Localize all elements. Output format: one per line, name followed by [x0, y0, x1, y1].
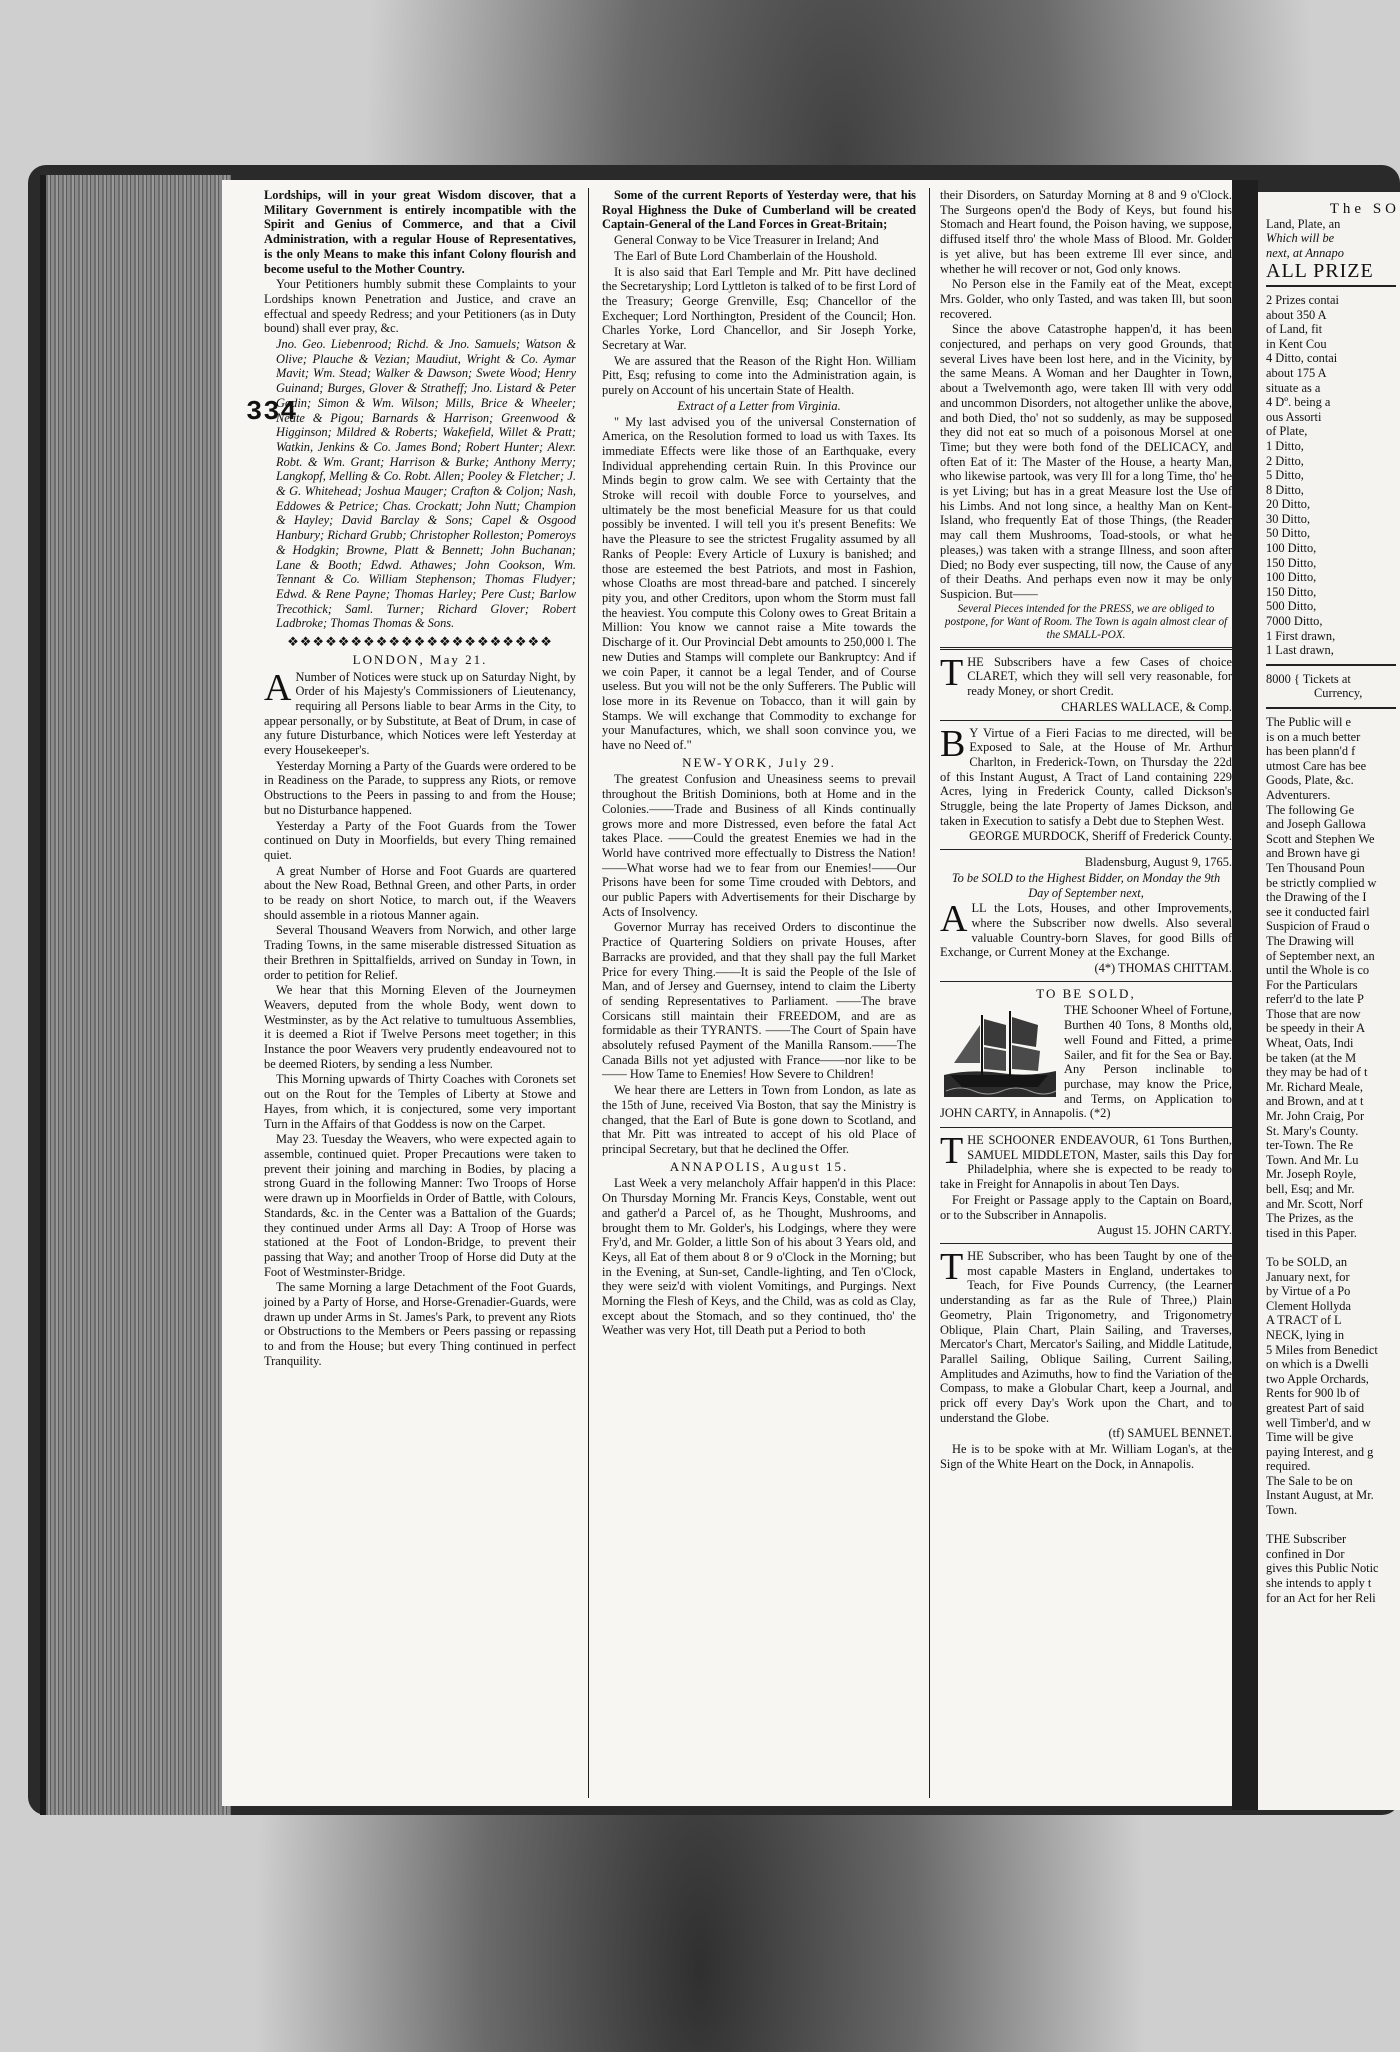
london-paragraph: We hear that this Morning Eleven of the Journeymen Weavers, deputed from the whole Body, went down to Westminster, as by the Act relative to tumultuous Assemblies, it is deemed a Riot if Twelve Persons meet together; in this Instance the poor Weavers very prudently endeavoured not to be deemed Rioters, by sending a less Number. [264, 983, 576, 1071]
lottery-text-line: Town. And Mr. Lu [1266, 1152, 1359, 1167]
lottery-body [1266, 715, 1400, 1605]
lottery-text-line: gives this Public Notic [1266, 1561, 1379, 1576]
page-number: 334 [246, 398, 298, 428]
column-3 [940, 188, 1232, 1473]
report-paragraph: We are assured that the Reason of the Right Hon. William Pitt, Esq; refusing to come into the Administration again, is purely on Account of his uncertain State of Health. [602, 353, 916, 398]
ship-woodcut-icon [940, 1005, 1058, 1097]
prize-row: 1 Ditto, [1266, 438, 1304, 453]
lottery-text-line: Adventurers. [1266, 787, 1331, 802]
tickets-line: 8000 { Tickets at [1266, 671, 1351, 686]
report-paragraph: Some of the current Reports of Yesterday were, that his Royal Highness the Duke of Cumberland will be created Captain-General of the Land Forces in Great-Britain; [602, 188, 916, 232]
new-york-paragraph: The greatest Confusion and Uneasiness seems to prevail throughout the British Dominions, both at Home and in the Colonies.——Trade and Business of all Kinds continually grows more and more Distressed, even before the fatal Act takes Place. ——Could the greatest Enemies we had in the World have contrived more effectually to Distress the Nation!——What worse had we to fear from our Enemies!——Our Prisons have been for some Time crouded with Debtors, and our public Papers with Advertisements for their Discharge by Acts of Insolvency. [602, 772, 916, 919]
prize-row: 500 Ditto, [1266, 599, 1317, 614]
lottery-text-line: Mr. John Craig, Por [1266, 1109, 1365, 1124]
lottery-text-line: Ten Thousand Poun [1266, 860, 1365, 875]
prize-row: 150 Ditto, [1266, 584, 1317, 599]
chittam-signature: (4*) THOMAS CHITTAM. [1094, 961, 1232, 976]
column-2 [602, 188, 916, 1339]
navigation-teacher-ad: HE Subscriber, who has been Taught by one of the most capable Masters in England, undertakes to Teach, for Five Pounds Currency, (the Learner understanding as far as the Rule of Three,) Plain Geometry, Plain Trigonometry, and Trigonometry Oblique, Plain Chart, Plain Sailing, and Traverses, Mercator's Chart, Mercator's Sailing, and Middle Latitude, Parallel Sailing, Oblique Sailing, Current Sailing, Amplitudes and Azimuths, how to find the Variation of the Compass, to make a Globular Chart, keep a Journal, and prick off every Day's Work upon the Chart, and to understand the Globe. [940, 1249, 1232, 1425]
ad-divider [940, 647, 1232, 650]
lottery-text-line: Scott and Stephen We [1266, 831, 1375, 846]
column-rule [929, 188, 930, 1798]
report-paragraph: It is also said that Earl Temple and Mr. Pitt have declined the Secretaryship; Lord Lyttleton is talked of to be first Lord of the Treasury; George Grenville, Esq; Chancellor of the Exchequer; Lord Northington, President of the Council; Hon. Charles Yorke, Lord Chancellor, and Sir Joseph Yorke, Secretary at War. [602, 264, 916, 353]
prize-row: 5 Ditto, [1266, 468, 1304, 483]
lottery-text-line: see it conducted fairl [1266, 904, 1370, 919]
lottery-text-line: The Prizes, as the [1266, 1211, 1354, 1226]
divider [1266, 707, 1396, 709]
lottery-text-line: A TRACT of L [1266, 1313, 1342, 1328]
report-paragraph: General Conway to be Vice Treasurer in Ireland; And [614, 233, 879, 248]
column-1 [264, 188, 576, 1370]
london-paragraph: A great Number of Horse and Foot Guards are quartered about the New Road, Bethnal Green, and other Parts, in order to be ready on short Notice, to march out, if the Weavers should assemble in a riotous Manner again. [264, 863, 576, 922]
london-paragraph: Yesterday Morning a Party of the Guards were ordered to be in Readiness on the Parade, to suppress any Riots, or remove Obstructions to the Peers in passing to and from the House; but no Disturbance happened. [264, 758, 576, 817]
prize-row: 30 Ditto, [1266, 511, 1311, 526]
prize-row: 100 Ditto, [1266, 541, 1317, 556]
london-paragraph: Number of Notices were stuck up on Saturday Night, by Order of his Majesty's Commissioners of Lieutenancy, requiring all Persons liable to bear Arms in the City, to appear personally, or by Substitute, at Beat of Drum, in case of any future Disturbance, which Notices were left Yesterday at every Housekeeper's. [264, 669, 576, 758]
prize-row: about 350 A [1266, 307, 1327, 322]
lottery-text-line: For the Particulars [1266, 977, 1358, 992]
lottery-text-line: January next, for [1266, 1269, 1350, 1284]
bladensburg-ad: LL the Lots, Houses, and other Improvements, where the Subscriber now dwells. Also several valuable Country-born Slaves, for good Bills of Exchange, or Current Money at the Exchange. [940, 901, 1232, 960]
lottery-text-line: To be SOLD, an [1266, 1254, 1348, 1269]
new-york-paragraph: Governor Murray has received Orders to discontinue the Practice of Quartering Soldiers on private Houses, after Barracks are provided, and that they shall pay the full Market Price for every Thing.——It is said the People of the Isle of Man, and of Jersey and Guernsey, intend to claim the Liberty of sending Representatives to Parliament. ——The brave Corsicans still maintain their FREEDOM, and are as formidable as their TYRANTS. ——The Court of Spain have absolutely refused Payment of the Manilla Ransom.——The Canada Bills not yet adjusted with France——nor like to be—— How Tame to Enemies! How Severe to Children! [602, 920, 916, 1082]
prize-row: of Plate, [1266, 424, 1308, 439]
lottery-text-line: the Drawing of the I [1266, 890, 1367, 905]
lottery-text-line: she intends to apply t [1266, 1576, 1372, 1591]
lottery-line: next, at Annapo [1266, 245, 1344, 260]
fieri-facias-ad: Y Virtue of a Fieri Facias to me directed, will be Exposed to Sale, at the House of Mr. Arthur Charlton, in Frederick-Town, on Thursday the 22d of this Instant August, A Tract of Land containing 229 Acres, lying in Frederick County, called Dickson's Struggle, being the late Property of James Dickson, and taken in Execution to satisfy a Debt due to Stephen West. [940, 725, 1232, 828]
new-york-paragraph: We hear there are Letters in Town from London, as late as the 15th of June, received Via Boston, that say the Ministry is changed, that the Earl of Bute is gone down to Scotland, and that Mr. Pitt was intreated to accept of his old Place of principal Secretary, but that he declined the Offer. [602, 1083, 916, 1156]
lottery-text-line: and Brown, and at t [1266, 1094, 1364, 1109]
lottery-text-line: ter-Town. The Re [1266, 1138, 1354, 1153]
lottery-text-line: be taken (at the M [1266, 1050, 1357, 1065]
ad-mark: (*2) [1089, 1106, 1111, 1121]
ad-divider [940, 720, 1232, 721]
lottery-line: Land, Plate, an [1266, 216, 1341, 231]
annapolis-paragraph: No Person else in the Family eat of the Meat, except Mrs. Golder, who only Tasted, and was taken Ill, but soon recovered. [940, 277, 1232, 321]
prize-row: about 175 A [1266, 365, 1327, 380]
teacher-location: He is to be spoke with at Mr. William Logan's, at the Sign of the White Heart on the Dock, in Annapolis. [940, 1442, 1232, 1471]
prize-row: 2 Ditto, [1266, 453, 1304, 468]
lottery-text-line: required. [1266, 1459, 1311, 1474]
lottery-text-line: referr'd to the late P [1266, 992, 1364, 1007]
lottery-text-line: The Drawing will [1266, 933, 1355, 948]
prize-row: 150 Ditto, [1266, 555, 1317, 570]
prize-row: 50 Ditto, [1266, 526, 1311, 541]
prize-row: 2 Prizes contai [1266, 292, 1339, 307]
lottery-text-line [1266, 1518, 1400, 1533]
lottery-text-line: be strictly complied w [1266, 875, 1377, 890]
lottery-text-line: Goods, Plate, &c. [1266, 773, 1354, 788]
drop-cap: T [940, 1246, 964, 1288]
bladensburg-date: Bladensburg, August 9, 1765. [1084, 855, 1232, 870]
lottery-text-line: has been plann'd f [1266, 744, 1356, 759]
lottery-text-line: tised in this Paper. [1266, 1225, 1357, 1240]
signatories: Jno. Geo. Liebenrood; Richd. & Jno. Samuels; Watson & Olive; Plauche & Vezian; Maudiut, Wright & Co. Aymar Mavit; Wm. Stead; Walker & Dawson; Swete Wood; Henry Guinand; Burges, Glover & Stratheff; Jno. Listard & Peter Godin; Simon & Wm. Wilson; Mills, Brice & Wheeler; Neate & Pigou; Barnards & Harrison; Greenwood & Higginson; Mildred & Roberts; Wakefield, Willet & Pratt; Watkin, Jenkins & Co. James Bond; Robert Hunter; Alexr. Robt. & Wm. Grant; Harrison & Burke; Anthony Merry; Langkopf, Melling & Co. Robt. Allen; Pooley & Fletcher; J. & G. Whitehead; Joshua Mauger; Crafton & Coljon; Nash, Eddowes & Petrice; Chas. Crockatt; John Nutt; Champion & Hayley; David Barclay & Sons; Capel & Osgood Hanbury; Richard Grubb; Christopher Rolleston; Pomeroys & Hodgkin; Browne, Platt & Bennett; John Buchanan; Lane & Booth; Edwd. Athawes; John Cookson, Wm. Tennant & Co. William Stephenson; Thomas Fludyer; Edwd. & Rene Payne; Thomas Harley; Pere Cust; Barlow Trecothick; Saml. Turner; Richard Glover; Robert Ladbroke; Thomas Thomas & Sons. [276, 337, 576, 631]
lottery-text-line [1266, 1240, 1400, 1255]
lottery-text-line: NECK, lying in [1266, 1327, 1345, 1342]
lottery-text-line: Clement Hollyda [1266, 1298, 1351, 1313]
prize-row: 7000 Ditto, [1266, 614, 1323, 629]
lottery-text-line: confined in Dor [1266, 1546, 1345, 1561]
lottery-text-line: of September next, an [1266, 948, 1375, 963]
prize-row: 20 Ditto, [1266, 497, 1311, 512]
lottery-text-line: well Timber'd, and w [1266, 1415, 1371, 1430]
report-paragraph: The Earl of Bute Lord Chamberlain of the Houshold. [614, 248, 878, 263]
lottery-text-line: The following Ge [1266, 802, 1355, 817]
currency-line: Currency, [1314, 686, 1363, 701]
lottery-text-line: on which is a Dwelli [1266, 1357, 1369, 1372]
new-york-heading: NEW-YORK, July 29. [682, 754, 836, 770]
lottery-text-line: Mr. Richard Meale, [1266, 1079, 1364, 1094]
divider [1266, 664, 1396, 666]
lottery-line: Which will be [1266, 231, 1335, 246]
lottery-text-line: paying Interest, and g [1266, 1444, 1374, 1459]
annapolis-heading: ANNAPOLIS, August 15. [669, 1158, 849, 1174]
lottery-text-line: Town. [1266, 1503, 1298, 1518]
prize-row: 4 Dº. being a [1266, 395, 1331, 410]
london-paragraph: The same Morning a large Detachment of the Foot Guards, joined by a Party of Horse, and Horse-Grenadier-Guards, were drawn up under Arms in St. James's Park, to prevent any Riots or Obstructions to the Members or Peers passing or repassing to and from the House; but every Thing continued in perfect Tranquility. [264, 1280, 576, 1368]
drop-cap: B [940, 722, 966, 765]
endeavour-ad: HE SCHOONER ENDEAVOUR, 61 Tons Burthen, SAMUEL MIDDLETON, Master, sails this Day for Philadelphia, where she is expected to be ready to take in Freight for Annapolis in about Ten Days. [940, 1133, 1232, 1192]
prize-row: in Kent Cou [1266, 336, 1327, 351]
bladensburg-subhead: To be SOLD to the Highest Bidder, on Monday the 9th Day of September next, [951, 870, 1221, 900]
endeavour-freight: For Freight or Passage apply to the Captain on Board, or to the Subscriber in Annapolis. [940, 1192, 1232, 1222]
prize-row: 1 First drawn, [1266, 628, 1336, 643]
lottery-column [1266, 202, 1400, 1605]
column-rule [588, 188, 589, 1798]
drop-cap: A [940, 898, 968, 941]
london-paragraph: May 23. Tuesday the Weavers, who were expected again to assemble, continued quiet. Proper Precautions were taken to prevent their joining and marching in Bodies, by placing a strong Guard in the following Manner: Two Troops of Horse were drawn up in Moorfields in Order of Battle, with Colours, Standards, &c. in the Center was a Battalion of the Guards; they continued under Arms all Day: A Troop of Horse was stationed at the Foot of London-Bridge, to prevent their passing that Way; and another Troop of Horse did Duty at the Foot of Westminster-Bridge. [264, 1132, 576, 1279]
lottery-text-line: is on a much better [1266, 729, 1361, 744]
prize-row: 8 Ditto, [1266, 482, 1304, 497]
lottery-text-line: for an Act for her Reli [1266, 1590, 1376, 1605]
petition-end: Lordships, will in your great Wisdom discover, that a Military Government is entirely incompatible with the Spirit and Genius of Commerce, and that a Civil Administration, with a regular House of Representatives, is the only Means to make this infant Colony flourish and become useful to the Mother Country. [264, 188, 576, 276]
prizes-heading: ALL PRIZE [1266, 260, 1374, 283]
annapolis-paragraph: Last Week a very melancholy Affair happen'd in this Place: On Thursday Morning Mr. Francis Keys, Constable, went out and gather'd a Parcel of, as he Thought, Mushrooms, and brought them to Mr. Golder's, his Lodgings, where they were Fry'd, and Mr. Golder, a little Son of his about 3 Years old, and Keys, all Eat of them about 8 or 9 o'Clock in the Morning; but in the Evening, at Sun-set, Candle-lighting, and Ten o'Clock, they were seiz'd with violent Vomitings, and Purgings. Next Morning the Flesh of Keys, and the Child, was as cold as Clay, except about the Stomach, and so they continued, tho' the Weather was very Hot, till Death put a Period to both [602, 1176, 916, 1338]
lottery-text-line: Rents for 900 lb of [1266, 1386, 1360, 1401]
lottery-text-line: St. Mary's County. [1266, 1123, 1359, 1138]
virginia-letter: " My last advised you of the universal Consternation of America, on the Resolution formed to load us with Taxes. Its immediate Effects were like those of an Earthquake, every Individual apprehending certain Ruin. In this Province our Minds begin to grow calm. We see with Certainty that the Stroke will recoil with double Force to yourselves, and ultimately be the most beneficial Measure for us that could possibly be invented. I will tell you it's present Benefits: We have the Pleasure to see the strictest Frugality assumed by all Ranks of People: Every Article of Luxury is banished; and those are esteemed the best Patriots, and most in Fashion, whose Cloaths are most thread-bare and patched. I sincerely pity you, and other Creditors, upon whom the Storm must fall the heaviest. You compute this Colony owes to Great Britain a Million: You know we cannot raise a Mite towards the Discharge of it. Our Provincial Debt amounts to 250,000 l. The new Duties and Stamps will complete our Bankruptcy: And if we coin Paper, it cannot be a legal Tender, and of Course useless. But you will not be the only Sufferers. The Public will lose more in its Revenue on Tobacco, than it will gain by Stamps. We will exchange that Commodity to exchange for your Manufactures, which, we shall soon convince you, we have no Need of." [602, 414, 916, 753]
lottery-text-line: 5 Miles from Benedict [1266, 1342, 1378, 1357]
lottery-text-line: they may be had of t [1266, 1065, 1368, 1080]
to-be-sold-heading: TO BE SOLD, [1036, 985, 1136, 1001]
claret-ad: HE Subscribers have a few Cases of choice CLARET, which they will sell very reasonable, for ready Money, or short Credit. [967, 654, 1232, 699]
facing-page [1258, 192, 1400, 1810]
london-heading: LONDON, May 21. [352, 651, 488, 667]
extract-heading: Extract of a Letter from Virginia. [677, 398, 841, 413]
drop-cap: T [940, 1130, 964, 1173]
lottery-text-line: The Public will e [1266, 715, 1351, 729]
lottery-text-line: Suspicion of Fraud o [1266, 919, 1370, 934]
lottery-text-line: Mr. Joseph Royle, [1266, 1167, 1357, 1182]
ad-divider [940, 1127, 1232, 1128]
prize-row: of Land, fit [1266, 322, 1323, 337]
london-paragraph: Yesterday a Party of the Foot Guards from the Tower continued on Duty in Moorfields, but every Thing remained quiet. [264, 818, 576, 862]
london-paragraph: Several Thousand Weavers from Norwich, and other large Trading Towns, in the same miserable distressed Situation as their Brethren in Spittalfields, arrived on Sunday in Town, in order to petition for Relief. [264, 923, 576, 982]
lottery-title: The SO [1329, 201, 1400, 217]
drop-cap: T [940, 651, 964, 694]
petition-close: Your Petitioners humbly submit these Complaints to your Lordships known Penetration and Justice, and crave an effectual and speedy Redress; and your Petitioners (as in Duty bound) shall ever pray, &c. [264, 277, 576, 336]
bennet-signature: (tf) SAMUEL BENNET. [1108, 1426, 1232, 1441]
annapolis-continued: their Disorders, on Saturday Morning at 8 and 9 o'Clock. The Surgeons open'd the Body of Keys, but found his Stomach and Heart found, the Poison having, we suppose, diffused itself thro' the whole Mass of Blood. Mr. Golder is yet alive, but has been extreme Ill ever since, and whether he will recover or not, God only knows. [940, 188, 1232, 276]
lottery-text-line: and Joseph Gallowa [1266, 817, 1366, 832]
divider [1266, 285, 1396, 287]
prize-list [1266, 293, 1400, 658]
book-spine [1232, 180, 1258, 1810]
annapolis-paragraph: Since the above Catastrophe happen'd, it has been conjectured, and perhaps on very good Grounds, that several Lives have been lost here, and in the Vicinity, by the same Means. A Woman and her Daughter in Town, about a Twelvemonth ago, were taken Ill with very odd and uncommon Disorders, not altogether unlike the above, and both Died, tho' not so suddenly, as may be supposed they did not eat so much of a poisonous Morsel at one Time; but they were both fond of the DELICACY, and often Eat of it: The Master of the House, a hearty Man, who likewise partook, was very Ill for a long Time, tho' he is yet Living; but has in a great Measure lost the Use of his Limbs. And not long since, a healthy Man on Kent-Island, who frequently Eat of those Things, (the Reader may call them Mushrooms, Toad-stools, or what he pleases,) was taken with a strange Illness, and soon after Died; no Body ever suspecting, till now, the Cause of any of their Deaths. And perhaps even now it may be only Suspicion. But—— [940, 322, 1232, 601]
page-edges [40, 175, 231, 1815]
claret-signature: CHARLES WALLACE, & Comp. [1061, 699, 1232, 714]
lottery-text-line: Those that are now [1266, 1006, 1361, 1021]
ornament-divider: ❖❖❖❖❖❖❖❖❖❖❖❖❖❖❖❖❖❖❖❖❖ [287, 634, 553, 650]
carty-signature: August 15. JOHN CARTY. [1097, 1223, 1232, 1238]
ad-divider [940, 1243, 1232, 1244]
lottery-text-line: and Brown have gi [1266, 846, 1360, 861]
lottery-text-line: utmost Care has bee [1266, 758, 1367, 773]
prize-row: 100 Ditto, [1266, 570, 1317, 585]
prize-row: ous Assorti [1266, 409, 1322, 424]
lottery-text-line: Wheat, Oats, Indi [1266, 1036, 1354, 1051]
lottery-text-line: by Virtue of a Po [1266, 1284, 1351, 1299]
lottery-text-line: The Sale to be on [1266, 1473, 1353, 1488]
prize-row: 4 Ditto, contai [1266, 351, 1338, 366]
lottery-text-line: Instant August, at Mr. [1266, 1488, 1374, 1503]
lottery-text-line: THE Subscriber [1266, 1532, 1347, 1547]
lottery-text-line: Time will be give [1266, 1430, 1354, 1445]
ad-divider [940, 981, 1232, 982]
lottery-text-line: and Mr. Scott, Norf [1266, 1196, 1363, 1211]
newspaper-page [222, 180, 1232, 1806]
london-paragraph: This Morning upwards of Thirty Coaches with Coronets set out on the Rout for the Temples of Liberty at Stowe and Hayes, from which, it is conjectured, some very important Turn in the Affairs of that Goddess is now on the Carpet. [264, 1072, 576, 1131]
printer-note: Several Pieces intended for the PRESS, we are obliged to postpone, for Want of Room. The Town is again almost clear of the SMALL-POX. [944, 602, 1228, 641]
sheriff-signature: GEORGE MURDOCK, Sheriff of Frederick County. [969, 829, 1232, 844]
lottery-text-line: be speedy in their A [1266, 1021, 1366, 1036]
ad-divider [940, 849, 1232, 850]
lottery-text-line: until the Whole is co [1266, 963, 1370, 978]
drop-cap: A [264, 666, 292, 709]
prize-row: 1 Last drawn, [1266, 643, 1334, 658]
lottery-text-line: greatest Part of said [1266, 1400, 1365, 1415]
lottery-text-line: bell, Esq; and Mr. [1266, 1182, 1355, 1196]
wheel-of-fortune-ad: THE Schooner Wheel of Fortune, Burthen 40 Tons, 8 Months old, well Found and Fitted, a prime Sailer, and fit for the Sea or Bay. Any Person inclinable to purchase, may know the Price, and Terms, on Application to JOHN CARTY, in Annapolis. [940, 1003, 1232, 1121]
lottery-text-line: two Apple Orchards, [1266, 1371, 1369, 1386]
prize-row: situate as a [1266, 380, 1321, 395]
